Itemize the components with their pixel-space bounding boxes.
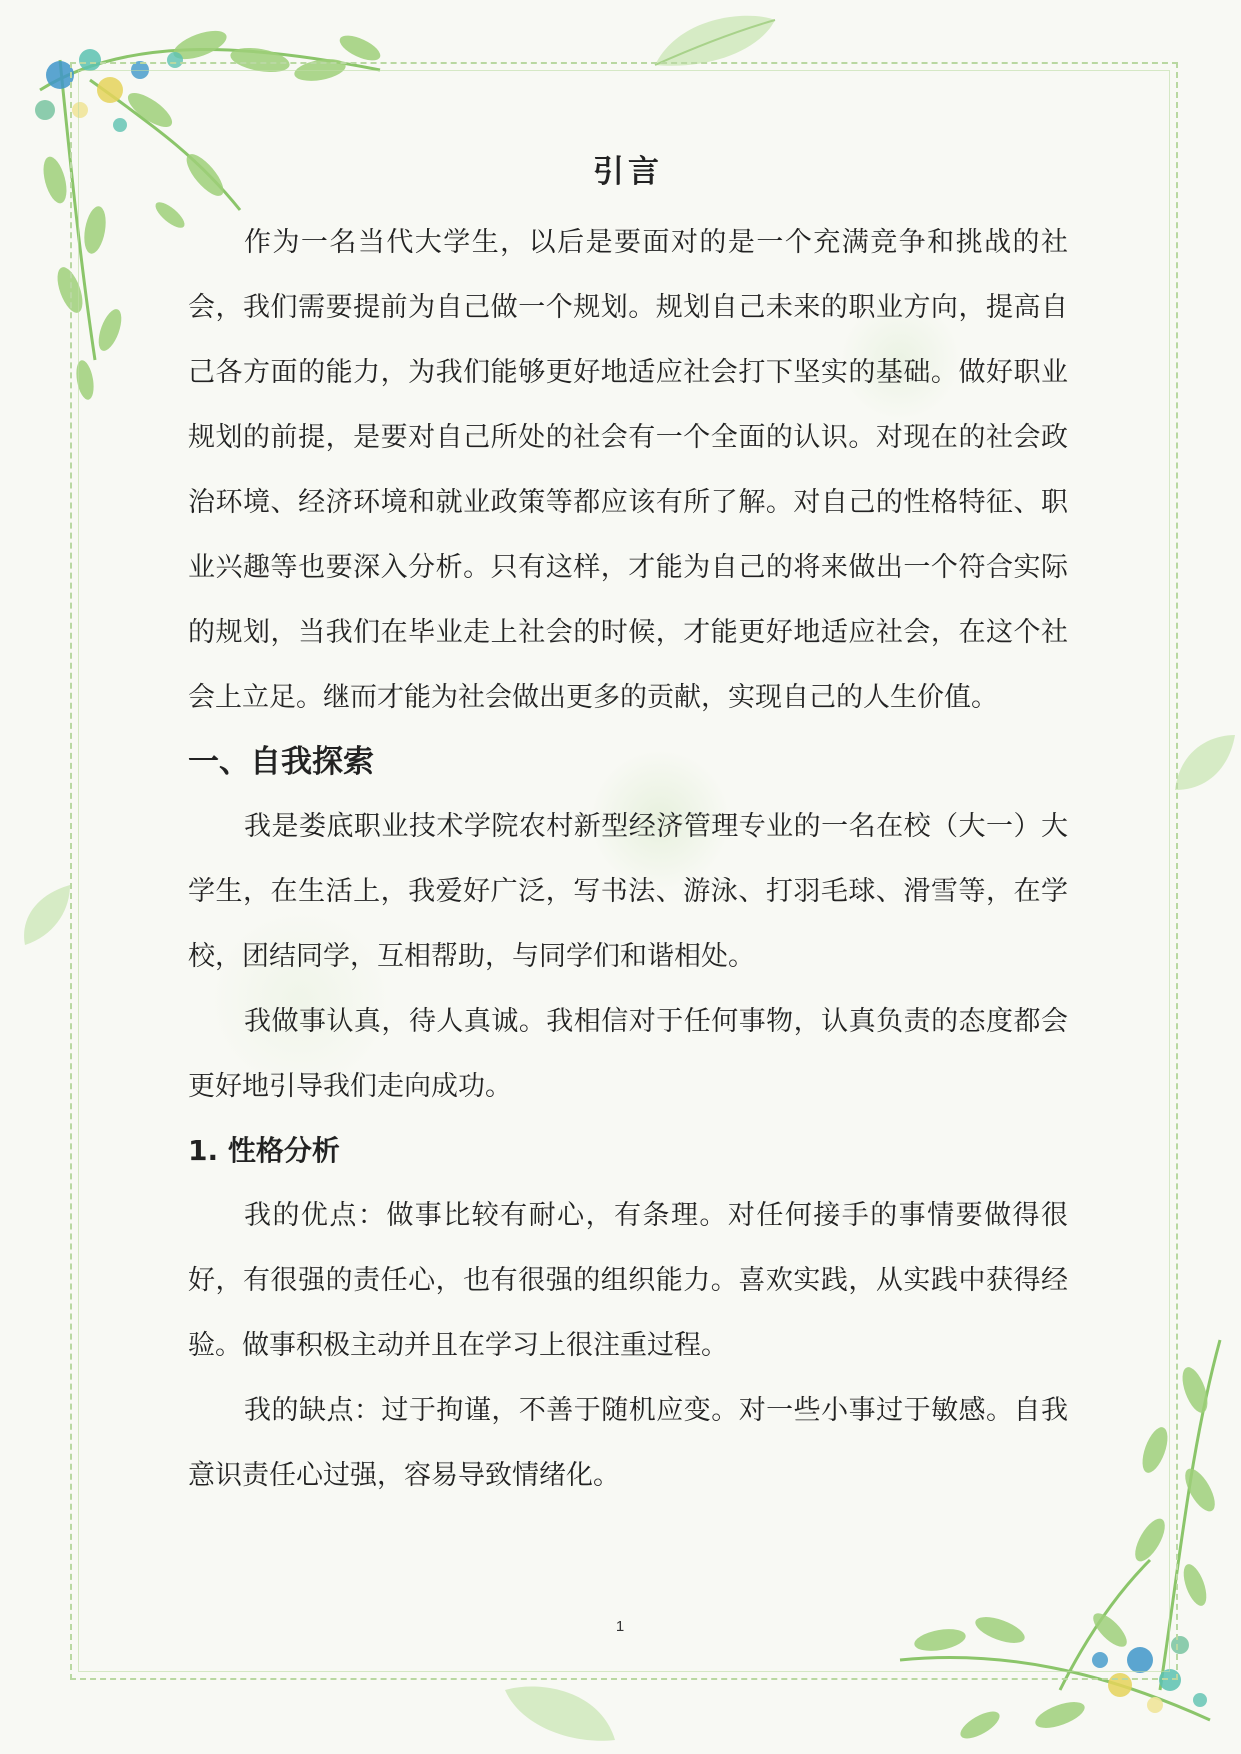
weaknesses-paragraph: 我的缺点：过于拘谨，不善于随机应变。对一些小事过于敏感。自我意识责任心过强，容易导致情绪化。 — [188, 1395, 1068, 1491]
leaf-right-edge — [1170, 730, 1240, 800]
attitude-paragraph: 我做事认真，待人真诚。我相信对于任何事物，认真负责的态度都会更好地引导我们走向成功。 — [188, 1006, 1068, 1102]
self-intro-paragraph: 我是娄底职业技术学院农村新型经济管理专业的一名在校（大一）大学生，在生活上，我爱好广泛，写书法、游泳、打羽毛球、滑雪等，在学校，团结同学，互相帮助，与同学们和谐相处。 — [188, 811, 1068, 972]
intro-paragraph: 作为一名当代大学生，以后是要面对的是一个充满竞争和挑战的社会，我们需要提前为自己做一个规划。规划自己未来的职业方向，提高自己各方面的能力，为我们能够更好地适应社会打下坚实的基础。做好职业规划的前提，是要对自己所处的社会有一个全面的认识。对现在的社会政治环境、经济环境和就业政策等都应该有所了解。对自己的性格特征、职业兴趣等也要深入分析。只有这样，才能为自己的将来做出一个符合实际的规划，当我们在毕业走上社会的时候，才能更好地适应社会，在这个社会上立足。继而才能为社会做出更多的贡献，实现自己的人生价值。 — [188, 227, 1068, 713]
document-body — [188, 152, 1068, 1508]
section-heading-self-exploration: 一、自我探索 — [188, 744, 374, 780]
leaf-top-center — [650, 10, 780, 70]
page-number: 1 — [615, 1618, 625, 1635]
subsection-heading-personality: 1. 性格分析 — [188, 1134, 340, 1167]
strengths-paragraph: 我的优点：做事比较有耐心，有条理。对任何接手的事情要做得很好，有很强的责任心，也有很强的组织能力。喜欢实践，从实践中获得经验。做事积极主动并且在学习上很注重过程。 — [188, 1200, 1068, 1361]
document-title: 引言 — [593, 154, 663, 190]
leaf-bottom-center — [500, 1680, 620, 1750]
leaf-left-edge — [15, 880, 75, 950]
